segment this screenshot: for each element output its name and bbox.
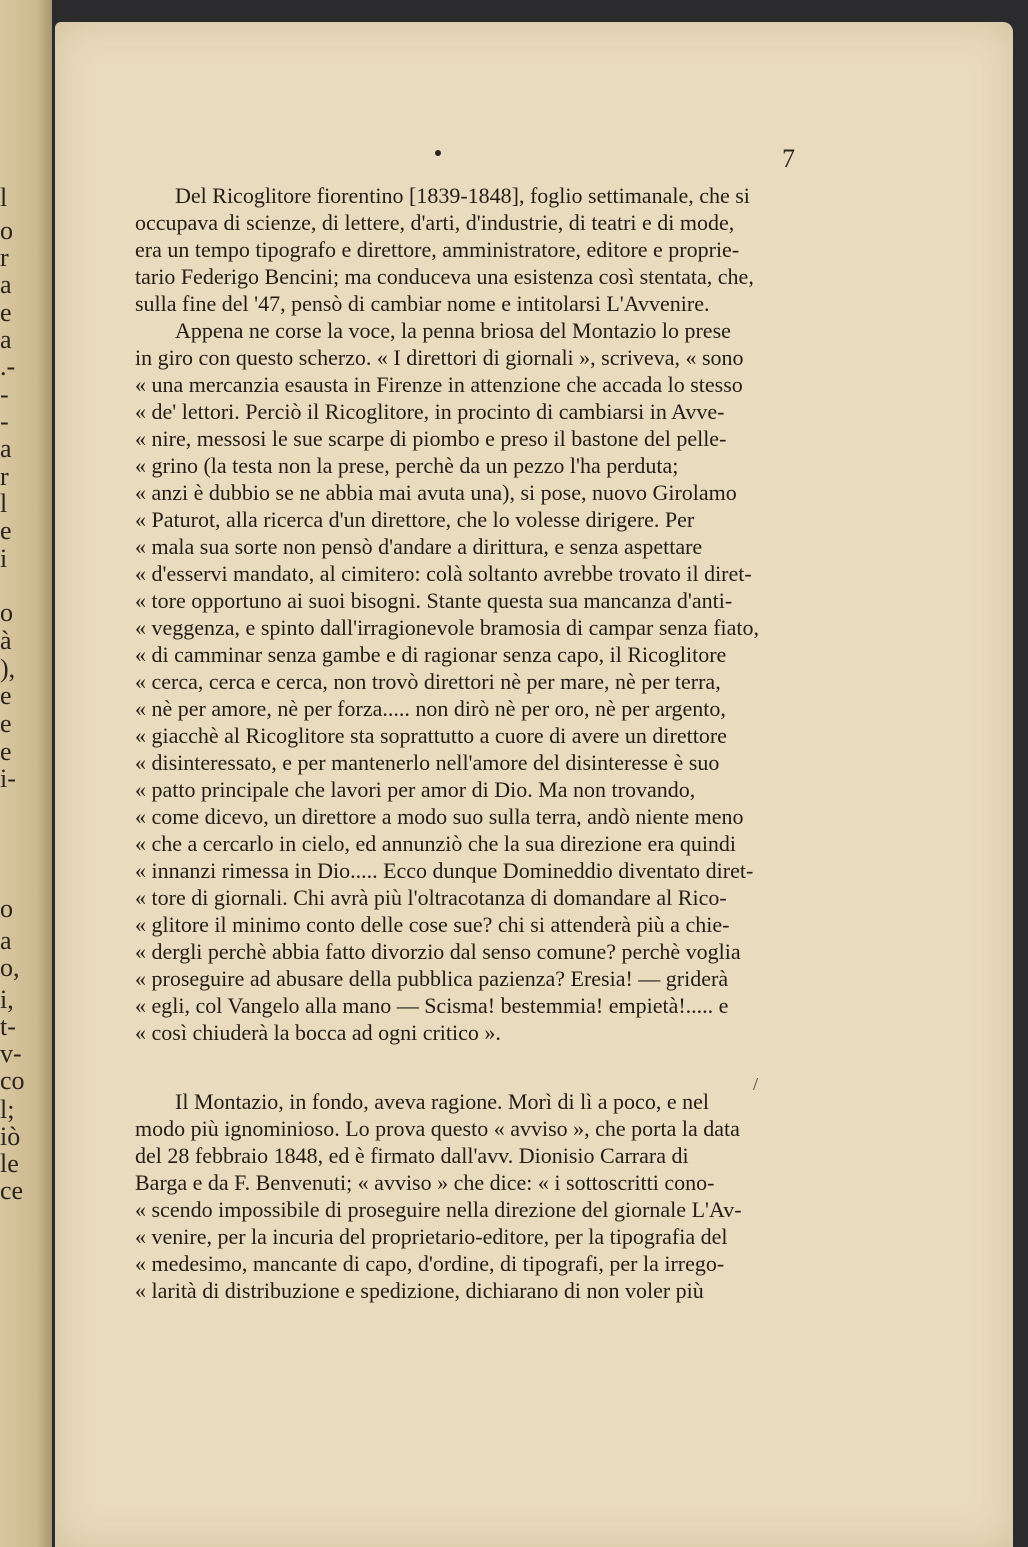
margin-fragment: l <box>0 183 8 212</box>
text-line: « tore di giornali. Chi avrà più l'oltracotanza di domandare al Rico- <box>135 885 727 910</box>
margin-fragment: a <box>0 325 12 354</box>
text-line: sulla fine del '47, pensò di cambiar nome e intitolarsi L'Avvenire. <box>135 291 710 316</box>
page-number: 7 <box>782 144 795 173</box>
paragraph-gap <box>135 1046 818 1088</box>
text-line: « grino (la testa non la prese, perchè da un pezzo l'ha perduta; <box>135 453 679 478</box>
text-line: « proseguire ad abusare della pubblica pazienza? Eresia! — griderà <box>135 966 729 991</box>
margin-fragment: co <box>0 1066 25 1095</box>
text-line: « di camminar senza gambe e di ragionar senza capo, il Ricoglitore <box>135 642 727 667</box>
pencil-mark: / <box>753 1074 759 1094</box>
margin-fragment: .- <box>0 352 16 381</box>
text-line: « venire, per la incuria del proprietario-editore, per la tipografia del <box>135 1224 728 1249</box>
margin-fragment: e <box>0 681 12 710</box>
text-line: « che a cercarlo in cielo, ed annunziò che la sua direzione era quindi <box>135 831 737 856</box>
text-line: « anzi è dubbio se ne abbia mai avuta una), si pose, nuovo Girolamo <box>135 480 737 505</box>
book-page <box>55 22 1013 1547</box>
text-line: « patto principale che lavori per amor di Dio. Ma non trovando, <box>135 777 696 802</box>
paragraph-1 <box>135 182 818 317</box>
text-line: « medesimo, mancante di capo, d'ordine, di tipografi, per la irrego- <box>135 1251 725 1276</box>
margin-fragment: iò <box>0 1122 21 1151</box>
margin-fragment: i <box>0 544 8 573</box>
paragraph-3 <box>135 1088 818 1304</box>
margin-fragment: i- <box>0 764 16 793</box>
text-line: Il Montazio, in fondo, aveva ragione. Morì di lì a poco, e nel <box>175 1089 709 1114</box>
margin-fragment: le <box>0 1149 19 1178</box>
margin-fragment: - <box>0 407 9 436</box>
text-line: « una mercanzia esausta in Firenze in attenzione che accada lo stesso <box>135 372 743 397</box>
text-line: Del Ricoglitore fiorentino [1839-1848], foglio settimanale, che si <box>175 183 750 208</box>
text-line: occupava di scienze, di lettere, d'arti, d'industrie, di teatri e di mode, <box>135 210 735 235</box>
text-line: « nè per amore, nè per forza..... non dirò nè per oro, nè per argento, <box>135 696 726 721</box>
margin-fragment: v- <box>0 1039 22 1068</box>
text-line: « giacchè al Ricoglitore sta soprattutto a cuore di avere un direttore <box>135 723 727 748</box>
text-line: « innanzi rimessa in Dio..... Ecco dunque Domineddio diventato diret- <box>135 858 754 883</box>
text-line: era un tempo tipografo e direttore, amministratore, editore e proprie- <box>135 237 740 262</box>
ink-dot <box>435 150 441 156</box>
paragraph-2 <box>135 317 818 1046</box>
margin-fragment: ), <box>0 654 16 683</box>
text-line: « Paturot, alla ricerca d'un direttore, che lo volesse dirigere. Per <box>135 507 695 532</box>
body-text <box>135 182 818 1304</box>
text-line: modo più ignominioso. Lo prova questo « avviso », che porta la data <box>135 1116 740 1141</box>
text-line: del 28 febbraio 1848, ed è firmato dall'avv. Dionisio Carrara di <box>135 1143 689 1168</box>
margin-fragment: l; <box>0 1095 15 1124</box>
margin-fragment: o <box>0 894 13 923</box>
text-line: « de' lettori. Perciò il Ricoglitore, in procinto di cambiarsi in Avve- <box>135 399 725 424</box>
text-line: Barga e da F. Benvenuti; « avviso » che dice: « i sottoscritti cono- <box>135 1170 715 1195</box>
margin-fragment: e <box>0 298 12 327</box>
margin-fragment: o <box>0 216 13 245</box>
text-line: « dergli perchè abbia fatto divorzio dal senso comune? perchè voglia <box>135 939 741 964</box>
margin-fragment: ce <box>0 1176 24 1205</box>
text-line: « d'esservi mandato, al cimitero: colà soltanto avrebbe trovato il diret- <box>135 561 752 586</box>
margin-fragment: e <box>0 709 12 738</box>
text-line: « mala sua sorte non pensò d'andare a dirittura, e senza aspettare <box>135 534 703 559</box>
text-line: « disinteressato, e per mantenerlo nell'amore del disinteresse è suo <box>135 750 720 775</box>
text-line: « larità di distribuzione e spedizione, dichiarano di non voler più <box>135 1278 704 1303</box>
text-line: « tore opportuno ai suoi bisogni. Stante questa sua mancanza d'anti- <box>135 588 733 613</box>
margin-fragment: à <box>0 626 12 655</box>
margin-fragment: a <box>0 434 12 463</box>
text-line: tario Federigo Bencini; ma conduceva una esistenza così stentata, che, <box>135 264 754 289</box>
margin-fragment: t- <box>0 1012 16 1041</box>
margin-fragment: e <box>0 516 12 545</box>
previous-page-edge <box>0 0 52 1547</box>
text-line: « egli, col Vangelo alla mano — Scisma! bestemmia! empietà!..... e <box>135 993 729 1018</box>
margin-fragment: e <box>0 737 12 766</box>
margin-fragment: - <box>0 380 9 409</box>
text-line: « glitore il minimo conto delle cose sue? chi si attenderà più a chie- <box>135 912 730 937</box>
margin-fragment: l <box>0 489 8 518</box>
text-line: « come dicevo, un direttore a modo suo sulla terra, andò niente meno <box>135 804 744 829</box>
margin-fragment: a <box>0 270 12 299</box>
text-line: « nire, messosi le sue scarpe di piombo e preso il bastone del pelle- <box>135 426 727 451</box>
text-line: in giro con questo scherzo. « I direttori di giornali », scriveva, « sono <box>135 345 744 370</box>
text-line: « scendo impossibile di proseguire nella direzione del giornale L'Av- <box>135 1197 742 1222</box>
margin-fragment: o <box>0 598 13 627</box>
margin-fragment: r <box>0 243 9 272</box>
margin-fragment: a <box>0 926 12 955</box>
text-line: Appena ne corse la voce, la penna briosa del Montazio lo prese <box>175 318 731 343</box>
margin-fragment: r <box>0 462 9 491</box>
margin-fragment: o, <box>0 953 20 982</box>
margin-fragment: i, <box>0 985 14 1014</box>
text-line: « così chiuderà la bocca ad ogni critico ». <box>135 1020 501 1045</box>
text-line: « cerca, cerca e cerca, non trovò direttori nè per mare, nè per terra, <box>135 669 721 694</box>
text-line: « veggenza, e spinto dall'irragionevole bramosia di campar senza fiato, <box>135 615 760 640</box>
